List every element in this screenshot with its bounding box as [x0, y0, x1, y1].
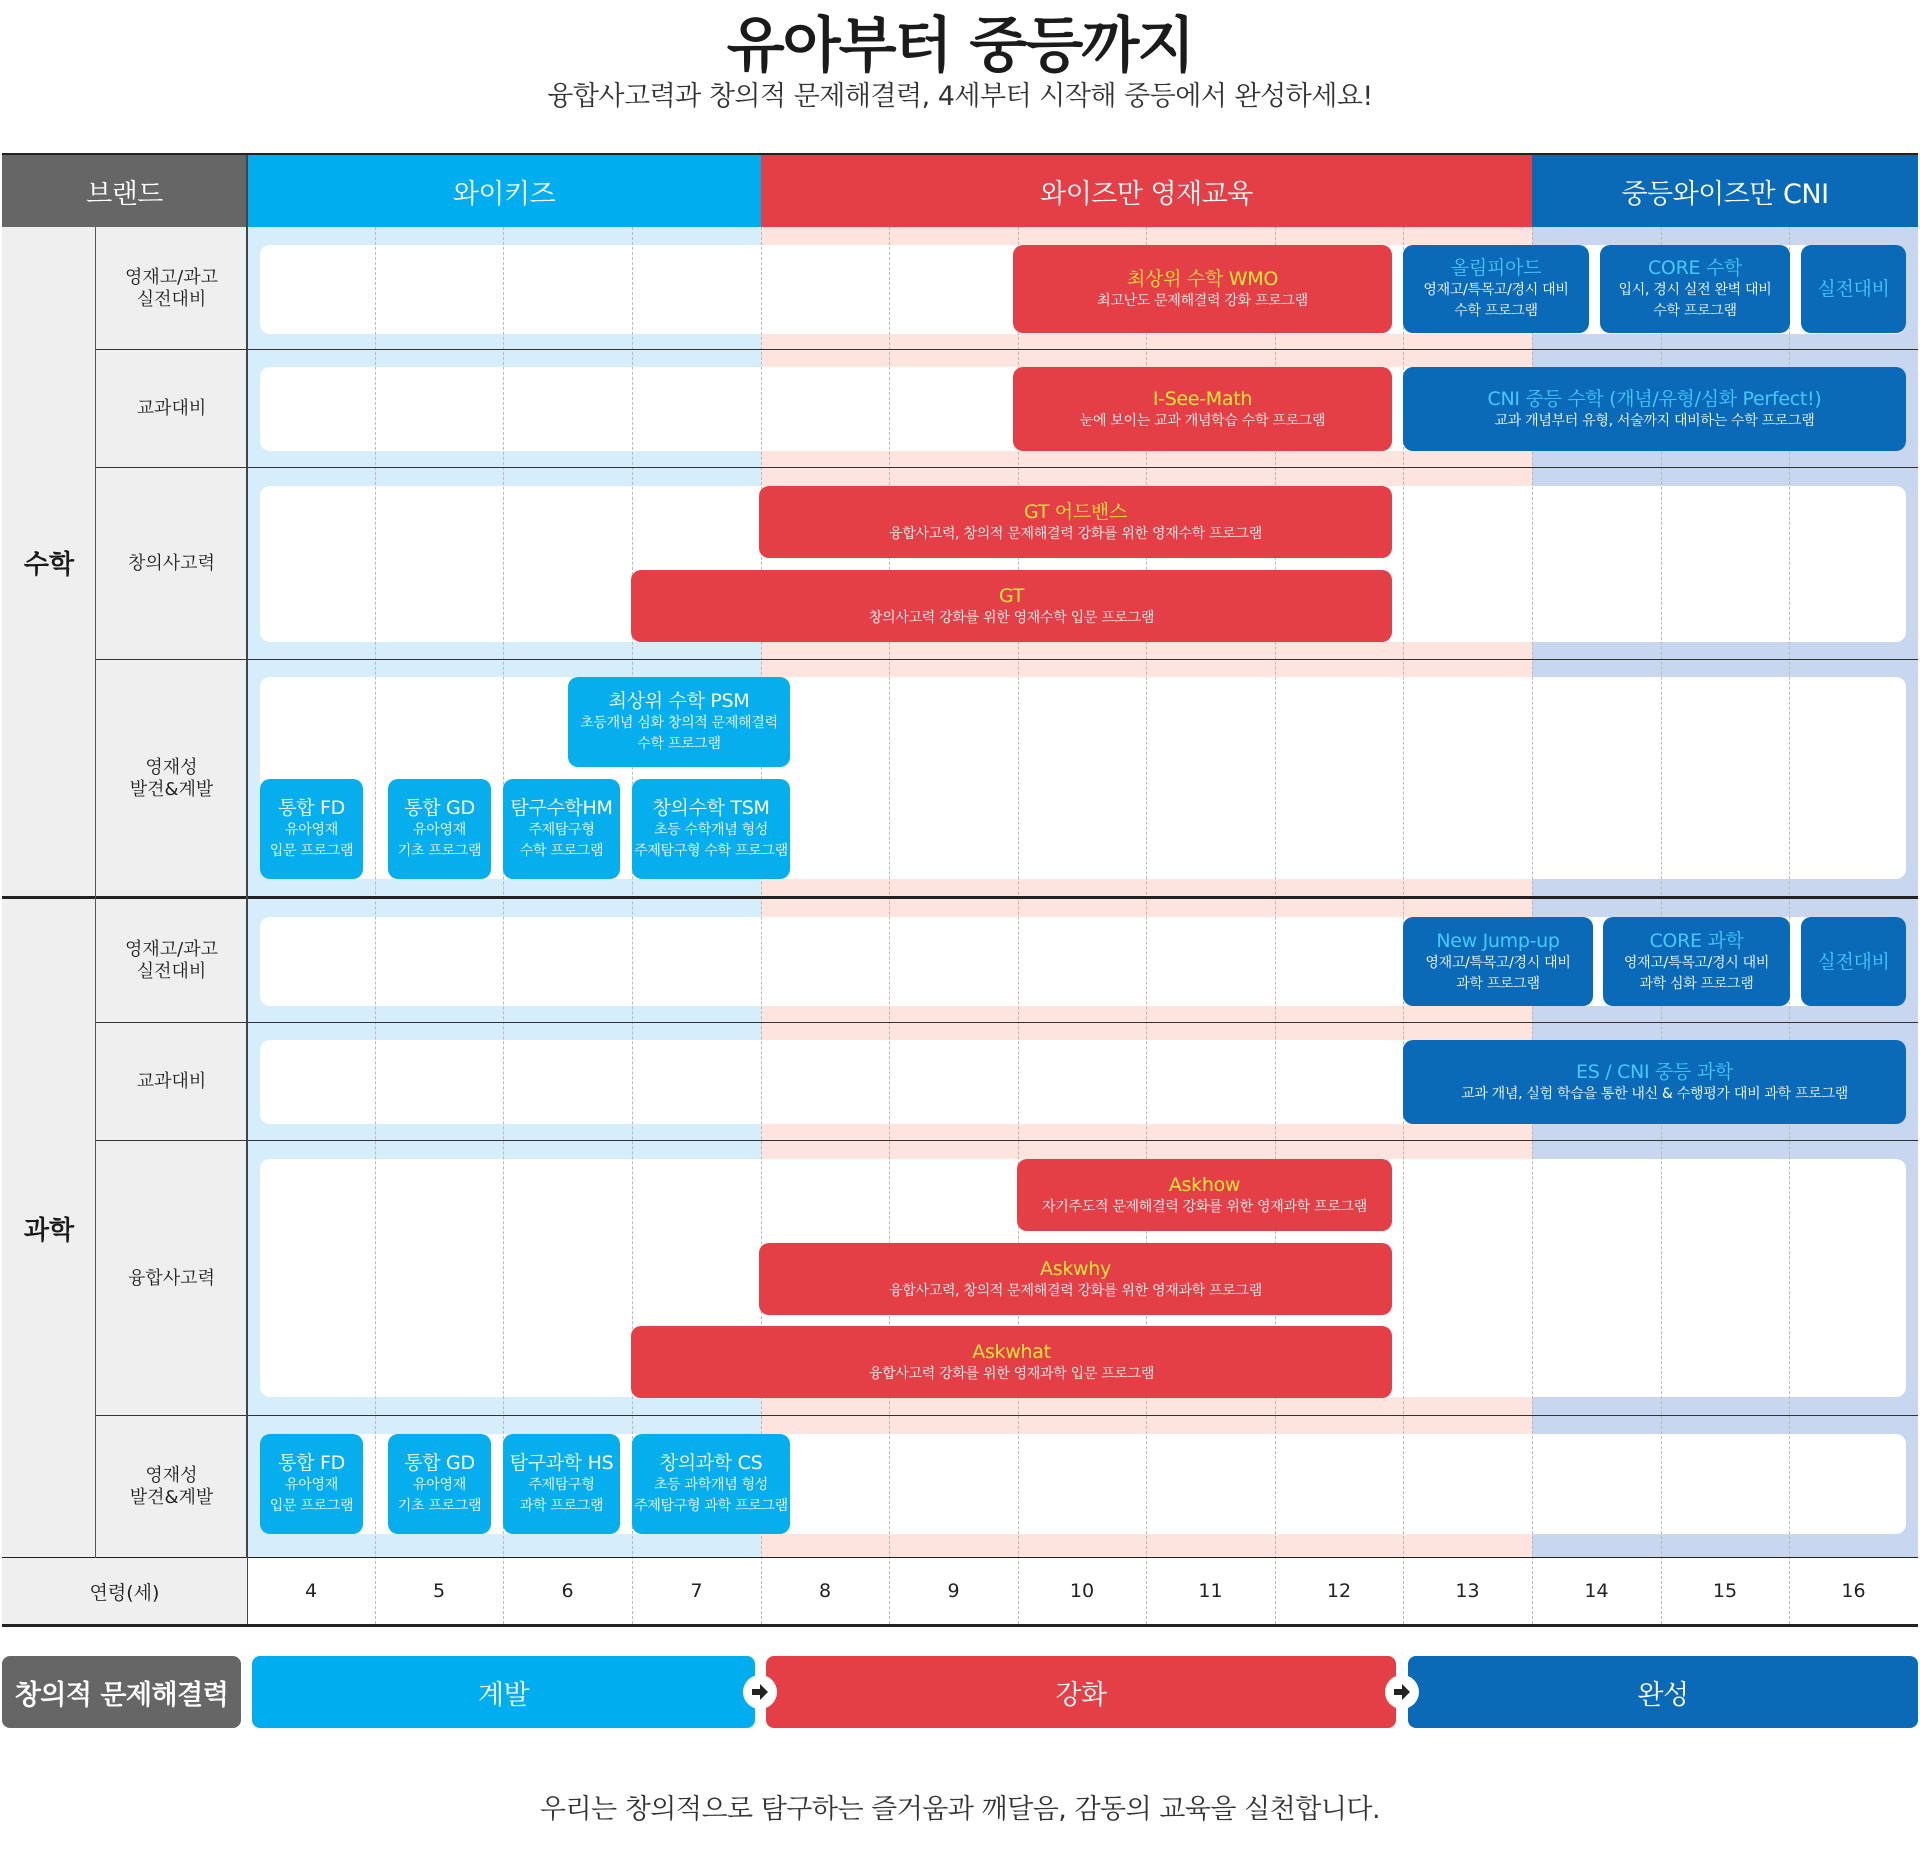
program-core-sci[interactable] [1603, 917, 1790, 1006]
program-name: 통합 FD [278, 797, 345, 819]
program-name: ES / CNI 중등 과학 [1576, 1060, 1733, 1083]
row-divider [96, 349, 1918, 350]
col-divider [95, 227, 96, 1558]
program-name: CORE 과학 [1649, 929, 1744, 952]
brand-wisekids-label: 와이키즈 [452, 178, 556, 210]
program-desc: 주제탐구형 수학 프로그램 [519, 822, 604, 859]
program-iseemath[interactable] [1013, 367, 1392, 451]
program-desc: 자기주도적 문제해결력 강화를 위한 영재과학 프로그램 [1042, 1198, 1367, 1215]
row-divider [96, 1022, 1918, 1023]
program-desc: 영재고/특목고/경시 대비 수학 프로그램 [1423, 282, 1569, 319]
age-14: 14 [1584, 1580, 1609, 1602]
program-sci-real-test[interactable] [1801, 917, 1906, 1006]
program-desc: 융합사고력 강화를 위한 영재과학 입문 프로그램 [868, 1365, 1155, 1382]
program-jumpup[interactable] [1403, 917, 1593, 1006]
arrow-right-icon [1385, 1675, 1419, 1709]
progress-label: 창의적 문제해결력 [2, 1656, 241, 1728]
program-psm[interactable] [568, 677, 790, 767]
age-4: 4 [304, 1580, 318, 1602]
program-desc: 창의사고력 강화를 위한 영재수학 입문 프로그램 [868, 609, 1155, 626]
program-desc: 유아영재 입문 프로그램 [269, 822, 354, 859]
subject-math: 수학 [2, 227, 96, 897]
row-divider [96, 467, 1918, 468]
age-15: 15 [1712, 1580, 1738, 1602]
program-desc: 유아영재 기초 프로그램 [397, 1477, 482, 1514]
age-bottom-rule [2, 1624, 1918, 1627]
subject-divider [2, 896, 1918, 899]
age-7: 7 [690, 1580, 703, 1602]
program-desc: 유아영재 입문 프로그램 [269, 1477, 354, 1514]
program-name: GT 어드밴스 [1023, 500, 1127, 523]
category-math-gifted: 영재성 발견&계발 [96, 660, 247, 897]
program-name: 탐구수학HM [510, 797, 613, 819]
program-name: 실전대비 [1817, 278, 1890, 300]
program-name: 창의수학 TSM [652, 797, 770, 819]
program-name: Askwhy [1040, 1257, 1111, 1280]
category-sci-convergence: 융합사고력 [96, 1141, 247, 1416]
program-askhow[interactable] [1017, 1159, 1392, 1231]
col-divider [246, 155, 248, 1624]
brand-header [2, 155, 247, 227]
program-gt-advance[interactable] [759, 486, 1392, 558]
program-desc: 주제탐구형 과학 프로그램 [519, 1477, 604, 1514]
program-desc: 유아영재 기초 프로그램 [397, 822, 482, 859]
brand-wiseman [761, 155, 1532, 227]
category-sci-curriculum: 교과대비 [96, 1023, 247, 1141]
program-cs[interactable] [632, 1434, 790, 1534]
program-desc: 융합사고력, 창의적 문제해결력 강화를 위한 영재과학 프로그램 [889, 1282, 1262, 1299]
brand-wisekids [247, 155, 761, 227]
row-divider [96, 1415, 1918, 1416]
program-desc: 초등 과학개념 형성 주제탐구형 과학 프로그램 [634, 1477, 788, 1514]
brand-header-label: 브랜드 [86, 178, 163, 210]
program-name: 창의과학 CS [659, 1452, 763, 1474]
category-math-curriculum: 교과대비 [96, 350, 247, 468]
brand-wiseman-label: 와이즈만 영재교육 [1040, 178, 1253, 210]
program-cni-math[interactable] [1403, 367, 1906, 451]
program-name: I-See-Math [1152, 387, 1253, 410]
program-askwhy[interactable] [759, 1243, 1392, 1315]
age-13: 13 [1455, 1580, 1480, 1602]
program-hm[interactable] [503, 779, 620, 879]
age-10: 10 [1069, 1580, 1095, 1602]
category-math-advanced: 영재고/과고 실전대비 [96, 227, 247, 350]
row-divider [96, 659, 1918, 660]
age-9: 9 [947, 1580, 960, 1602]
program-sci-gd[interactable] [388, 1434, 491, 1534]
program-math-real-test[interactable] [1801, 245, 1906, 333]
program-desc: 융합사고력, 창의적 문제해결력 강화를 위한 영재수학 프로그램 [889, 525, 1262, 542]
brand-cni [1532, 155, 1918, 227]
age-5: 5 [432, 1580, 446, 1602]
program-name: 올림피아드 [1450, 257, 1542, 279]
program-name: Askhow [1168, 1173, 1241, 1196]
program-desc: 입시, 경시 실전 완벽 대비 수학 프로그램 [1618, 282, 1772, 319]
program-desc: 초등개념 심화 창의적 문제해결력 수학 프로그램 [580, 715, 778, 752]
program-desc: 교과 개념, 실험 학습을 통한 내신 & 수행평가 대비 과학 프로그램 [1461, 1085, 1848, 1102]
program-askwhat[interactable] [631, 1326, 1392, 1398]
program-name: 통합 FD [278, 1452, 345, 1474]
footer-slogan: 우리는 창의적으로 탐구하는 즐거움과 깨달음, 감동의 교육을 실천합니다. [539, 1794, 1381, 1825]
progress-stage-develop: 계발 [252, 1656, 755, 1728]
program-desc: 눈에 보이는 교과 개념학습 수학 프로그램 [1079, 412, 1326, 429]
program-name: Askwhat [972, 1340, 1051, 1363]
program-olympiad[interactable] [1403, 245, 1589, 333]
age-12: 12 [1326, 1580, 1352, 1602]
age-6: 6 [561, 1580, 574, 1602]
progress-stage-complete: 완성 [1408, 1656, 1918, 1728]
program-name: 통합 GD [404, 797, 475, 819]
program-name: CNI 중등 수학 (개념/유형/심화 Perfect!) [1487, 387, 1822, 410]
page-title: 유아부터 중등까지 [726, 11, 1194, 81]
program-math-gd[interactable] [388, 779, 491, 879]
age-16: 16 [1841, 1580, 1866, 1602]
program-tsm[interactable] [632, 779, 790, 879]
program-name: 최상위 수학 PSM [608, 690, 750, 712]
program-desc: 영재고/특목고/경시 대비 과학 프로그램 [1425, 954, 1571, 992]
progress-stage-strengthen: 강화 [766, 1656, 1396, 1728]
page-subtitle: 융합사고력과 창의적 문제해결력, 4세부터 시작해 중등에서 완성하세요! [547, 81, 1373, 112]
program-sci-fd[interactable] [260, 1434, 363, 1534]
subject-science: 과학 [2, 899, 96, 1558]
program-name: 탐구과학 HS [509, 1452, 614, 1474]
arrow-right-icon [743, 1675, 777, 1709]
program-core-math[interactable] [1600, 245, 1790, 333]
program-hs[interactable] [503, 1434, 620, 1534]
program-name: 최상위 수학 WMO [1127, 267, 1278, 290]
category-sci-advanced: 영재고/과고 실전대비 [96, 899, 247, 1023]
brand-cni-label: 중등와이즈만 CNI [1621, 178, 1829, 210]
row-divider [96, 1140, 1918, 1141]
category-sci-gifted: 영재성 발견&계발 [96, 1416, 247, 1558]
program-name: 실전대비 [1817, 950, 1890, 973]
program-desc: 초등 수학개념 형성 주제탐구형 수학 프로그램 [634, 822, 788, 859]
program-gt[interactable] [631, 570, 1392, 642]
program-desc: 교과 개념부터 유형, 서술까지 대비하는 수학 프로그램 [1494, 412, 1815, 429]
age-8: 8 [818, 1580, 832, 1602]
program-es-cni[interactable] [1403, 1040, 1906, 1124]
program-name: GT [998, 584, 1025, 607]
program-math-fd[interactable] [260, 779, 363, 879]
program-desc: 최고난도 문제해결력 강화 프로그램 [1097, 292, 1308, 309]
program-desc: 영재고/특목고/경시 대비 과학 심화 프로그램 [1623, 954, 1770, 992]
program-name: CORE 수학 [1647, 257, 1743, 279]
program-name: New Jump-up [1436, 929, 1560, 952]
program-wmo[interactable] [1013, 245, 1392, 333]
age-label: 연령(세) [2, 1558, 247, 1624]
age-11: 11 [1198, 1580, 1223, 1602]
category-math-creative: 창의사고력 [96, 468, 247, 660]
program-name: 통합 GD [404, 1452, 475, 1474]
